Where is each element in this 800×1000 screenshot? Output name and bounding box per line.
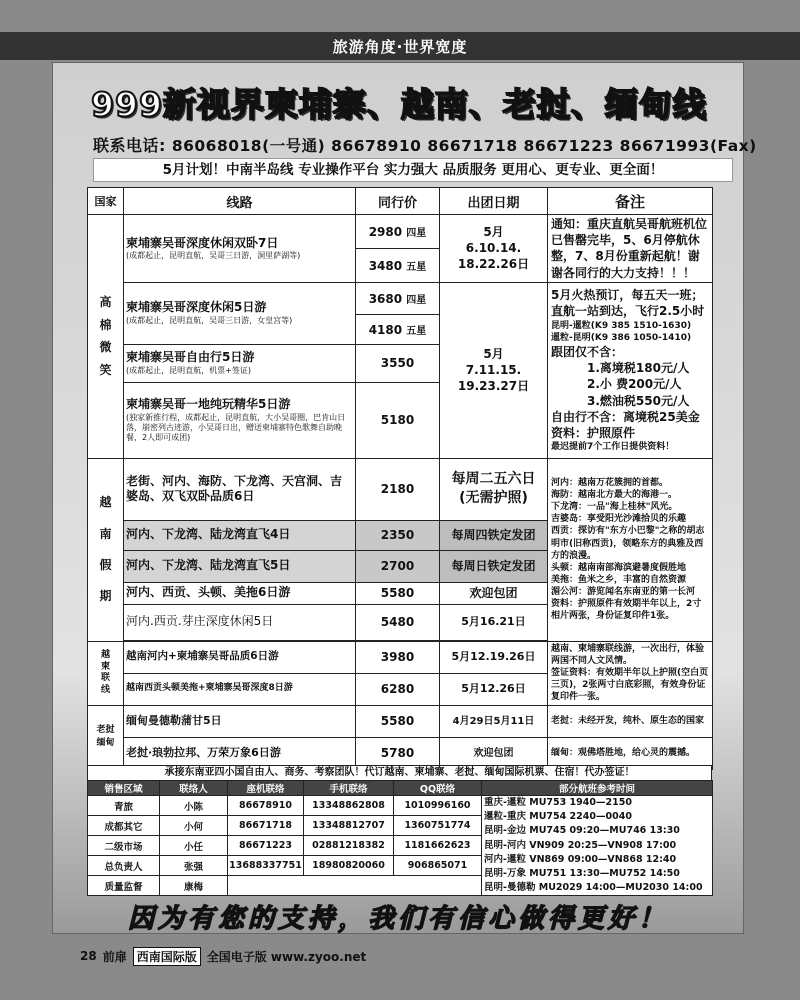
table-row: 质量监督 康梅 <box>88 876 713 896</box>
region-laos-myanmar: 老挝 缅甸 <box>88 705 124 769</box>
depart-date: 欢迎包团 <box>440 737 548 769</box>
route-price: 2980 四星 <box>356 215 440 249</box>
slogan: 因为有您的支持，我们有信心做得更好！ <box>127 904 668 934</box>
route-name: 河内、下龙湾、陆龙湾直飞5日 <box>124 550 356 582</box>
depart-date: 每周二五六日 (无需护照) <box>440 458 548 520</box>
website-link[interactable]: 全国电子版 www.zyoo.net <box>206 949 367 964</box>
route-price: 3680 四星 <box>356 282 440 314</box>
depart-date: 5月16.21日 <box>440 604 548 640</box>
table-row <box>88 705 713 737</box>
route-name: 河内、下龙湾、陆龙湾直飞4日 <box>124 520 356 550</box>
magazine-name: 西南国际版 <box>133 947 201 966</box>
col-header-price: 同行价 <box>356 188 440 215</box>
route-price: 6280 <box>356 673 440 705</box>
route-price: 3980 <box>356 641 440 673</box>
table-row <box>88 458 713 520</box>
route-name: 柬埔寨吴哥自由行5日游 (成都起止，昆明直航，机票+签证) <box>124 344 356 382</box>
section-label: 前扉 <box>102 949 127 964</box>
contact-line <box>93 133 757 156</box>
contacts-header-row <box>88 781 713 796</box>
flight-times: 重庆-暹粒 MU753 1940—2150 暹粒-重庆 MU754 2240—0040 昆明-金边 MU745 09:20—MU746 13:30 昆明-河内 VN909 20:25—VN908 17:00 河内-暹粒 VN869 09:00—VN868 12:40 昆明-万象 MU751 13:30—MU752 14:50 昆明-曼德勒 MU2029 14:00—MU2030 14:00 <box>482 796 713 896</box>
services-banner: 承接东南亚四小国自由人、商务、考察团队！代订越南、柬埔寨、老挝、缅甸国际机票、住宿！代办签证！ <box>87 765 712 780</box>
region-combo: 越 柬 联 线 <box>88 641 124 705</box>
route-price: 3550 <box>356 344 440 382</box>
routes-table <box>87 187 713 770</box>
col-header-landline: 座机联络 <box>228 781 304 796</box>
route-note: 老挝：未经开发，纯朴、原生态的国家 <box>548 705 713 737</box>
col-header-route: 线路 <box>124 188 356 215</box>
depart-date: 欢迎包团 <box>440 582 548 604</box>
region-cambodia: 高 棉 微 笑 <box>88 215 124 459</box>
route-name: 河内.西贡.芽庄深度休闲5日 <box>124 604 356 640</box>
route-price: 2180 <box>356 458 440 520</box>
magazine-header <box>0 32 800 60</box>
route-price: 5480 <box>356 604 440 640</box>
table-row: 总负责人 张强 13688337751 18980820060 906865071 <box>88 856 713 876</box>
route-note: 通知：重庆直航吴哥航班机位已售罄完毕，5、6月停航休整，7、8月份重新起航！谢谢各同行的大力支持！！！ <box>548 215 713 283</box>
col-header-person: 联络人 <box>160 781 228 796</box>
col-header-qq: QQ联络 <box>394 781 482 796</box>
route-note: 河内：越南万花簇拥的首都。 海防：越南北方最大的海港一。 下龙湾：一品"海上桂林"风光。 吉婆岛：享受阳光沙滩拾贝的乐趣 西贡：探访有"东方小巴黎"之称的胡志明市(旧称西贡)，领略东方的典雅及西方的浪漫。 头顿：越南南部海滨避暑度假胜地 美拖：鱼米之乡，丰富的自然资源 湄公河：游览闻名东南亚的第一长河 资料：护照原件有效期半年以上，2寸相片两张，身份证复印件1张。 <box>548 458 713 641</box>
route-note: 5月火热预订，每五天一班；直航一站到达，飞行2.5小时 昆明-暹粒(K9 385 1510-1630) 暹粒-昆明(K9 386 1050-1410) 跟团仅不含： 1.离境税180元/人 2.小 费200元/人 3.燃油税550元/人 自由行不含：离境税25美金 资料：护照原件 最迟提前7个工作日提供资料！ <box>548 282 713 458</box>
route-price: 5580 <box>356 582 440 604</box>
col-header-date: 出团日期 <box>440 188 548 215</box>
col-header-country: 国家 <box>88 188 124 215</box>
contact-label: 联系电话: <box>93 136 166 155</box>
table-row: 青旅 小陈 86678910 13348862808 1010996160 重庆-暹粒 MU753 1940—2150 暹粒-重庆 MU754 2240—0040 昆明-金边 MU745 09:20—MU746 13:30 昆明-河内 VN909 20:25—VN908 17:00 河内-暹粒 VN869 09:00—VN868 12:40 昆明-万象 MU751 13:30—MU752 14:50 昆明-曼德勒 MU2029 14:00—MU2030 14:00 <box>88 796 713 816</box>
ad-title: 999新视界柬埔寨、越南、老挝、缅甸线 <box>91 85 707 124</box>
route-price: 5180 <box>356 382 440 458</box>
route-name: 老街、河内、海防、下龙湾、天宫洞、吉婆岛、双飞双卧品质6日 <box>124 458 356 520</box>
route-name: 柬埔寨吴哥深度休闲5日游 (成都起止，昆明直航，吴哥三日游，女皇宫等) <box>124 282 356 344</box>
depart-date: 每周日铁定发团 <box>440 550 548 582</box>
route-price: 4180 五星 <box>356 314 440 344</box>
route-note: 越南、柬埔寨联线游，一次出行，体验两国不同人文风情。 签证资料：有效期半年以上护照(空白页三页)，2张两寸白底彩照，有效身份证复印件一张。 <box>548 641 713 705</box>
route-name: 缅甸曼德勒蒲甘5日 <box>124 705 356 737</box>
route-note: 缅甸：观佛塔胜地，给心灵的震撼。 <box>548 737 713 769</box>
col-header-flights: 部分航班参考时间 <box>482 781 713 796</box>
table-row: 二级市场 小任 86671223 02881218382 1181662623 <box>88 836 713 856</box>
col-header-area: 销售区域 <box>88 781 160 796</box>
table-header-row <box>88 188 713 215</box>
route-name: 越南河内+柬埔寨吴哥品质6日游 <box>124 641 356 673</box>
route-price: 5780 <box>356 737 440 769</box>
depart-date: 每周四铁定发团 <box>440 520 548 550</box>
route-name: 柬埔寨吴哥深度休闲双卧7日 (成都起止，昆明直航，吴哥三日游，洞里萨湖等) <box>124 215 356 283</box>
table-row <box>88 215 713 249</box>
region-vietnam: 越 南 假 期 <box>88 458 124 641</box>
col-header-mobile: 手机联络 <box>304 781 394 796</box>
plan-banner: 5月计划！中南半岛线 专业操作平台 实力强大 品质服务 更用心、更专业、更全面！ <box>93 158 733 182</box>
table-row: 成都其它 小何 86671718 13348812707 1360751774 <box>88 816 713 836</box>
table-row <box>88 641 713 673</box>
page-footer <box>80 945 366 967</box>
route-price: 2350 <box>356 520 440 550</box>
depart-date: 5月12.19.26日 <box>440 641 548 673</box>
depart-date: 5月 6.10.14. 18.22.26日 <box>440 215 548 283</box>
table-row <box>88 282 713 314</box>
route-price: 5580 <box>356 705 440 737</box>
route-name: 老挝·琅勃拉邦、万荣万象6日游 <box>124 737 356 769</box>
header-tagline: 旅游角度·世界宽度 <box>332 37 468 56</box>
depart-date: 5月 7.11.15. 19.23.27日 <box>440 282 548 458</box>
contact-phones: 86068018(一号通) 86678910 86671718 86671223 86671993(Fax) <box>171 137 757 155</box>
depart-date: 5月12.26日 <box>440 673 548 705</box>
col-header-notes: 备注 <box>548 188 713 215</box>
route-price: 2700 <box>356 550 440 582</box>
route-name: 河内、西贡、头顿、美拖6日游 <box>124 582 356 604</box>
depart-date: 4月29日5月11日 <box>440 705 548 737</box>
route-name: 越南西贡头顿美拖+柬埔寨吴哥深度8日游 <box>124 673 356 705</box>
page-number: 28 <box>80 949 97 963</box>
sales-contacts-table <box>87 780 713 896</box>
route-name: 柬埔寨吴哥一地纯玩精华5日游 (独家新推行程，成都起止，昆明直航，大小吴哥圈，巴肯山日落，崩密列古迹游，小吴哥日出，赠送柬埔寨特色歌舞自助晚餐，2人即可成团) <box>124 382 356 458</box>
route-price: 3480 五星 <box>356 248 440 282</box>
